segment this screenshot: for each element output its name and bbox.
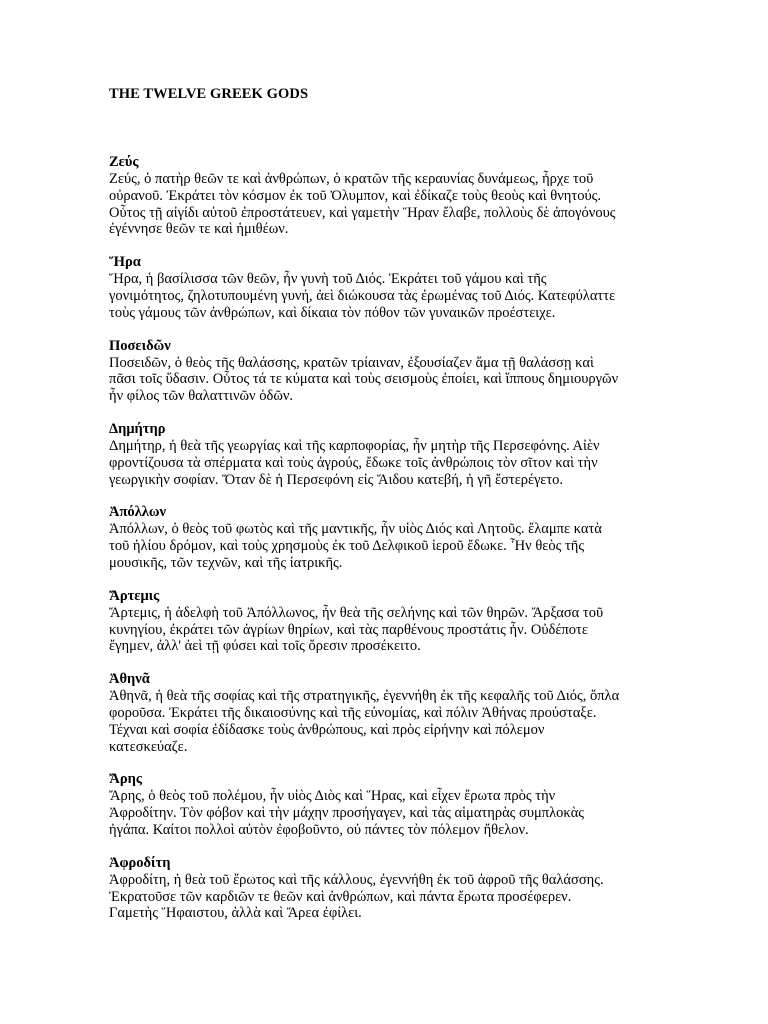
god-description: Ἥρα, ἡ βασίλισσα τῶν θεῶν, ἦν γυνὴ τοῦ Διός. Ἐκράτει τοῦ γάμου καὶ τῆς γονιμότητος, ζηλοτυπουμένη γυνή, ἀεὶ διώκουσα τὰς ἐρωμένας τοῦ Διός. Κατεφύλαττε τοὺς γάμους τῶν ἀνθρώπων, καὶ δίκαια τὸν πόθον τῶν γυναικῶν προέστειχε.: [109, 271, 616, 321]
god-description: Ζεύς, ὁ πατὴρ θεῶν τε καὶ ἀνθρώπων, ὁ κρατῶν τῆς κεραυνίας δυνάμεως, ἦρχε τοῦ οὐρανοῦ. Ἐκράτει τὸν κόσμον ἐκ τοῦ Ὀλυμπον, καὶ ἐδίκαζε τοὺς θεοὺς καὶ θνητούς. Οὗτος τῇ αἰγίδι αὐτοῦ ἐπροστάτευεν, καὶ γαμετὴν Ἥραν ἔλαβε, πολλοὺς δὲ ἀπογόνους ἐγέννησε θεῶν τε καὶ ἡμιθέων.: [109, 171, 616, 238]
god-description: Δημήτηρ, ἡ θεὰ τῆς γεωργίας καὶ τῆς καρποφορίας, ἦν μητὴρ τῆς Περσεφόνης. Αἰὲν φροντίζουσα τὰ σπέρματα καὶ τοὺς ἀγρούς, ἔδωκε τοῖς ἀνθρώποις τὸν σῖτον καὶ τὴν γεωργικὴν σοφίαν. Ὅταν δὲ ἡ Περσεφόνη εἰς Ἅιδου κατεβή, ἡ γῆ ἔστερέγετο.: [109, 437, 600, 488]
god-section-demeter: [109, 421, 669, 488]
god-section-ares: [109, 771, 669, 838]
god-heading: Ἄρης: [109, 771, 142, 788]
god-description: Ποσειδῶν, ὁ θεὸς τῆς θαλάσσης, κρατῶν τρίαιναν, ἐξουσίαζεν ἅμα τῇ θαλάσσῃ καὶ πᾶσι τοῖς ὕδασιν. Οὗτος τά τε κύματα καὶ τοὺς σεισμοὺς ἐποίει, καὶ ἵππους δημιουργῶν ἦν φίλος τῶν θαλαττινῶν ὁδῶν.: [109, 354, 619, 405]
god-heading: Ἀπόλλων: [109, 504, 166, 521]
god-description: Ἀθηνᾶ, ἡ θεὰ τῆς σοφίας καὶ τῆς στρατηγικῆς, ἐγεννήθη ἐκ τῆς κεφαλῆς τοῦ Διός, ὅπλα φοροῦσα. Ἐκράτει τῆς δικαιοσύνης καὶ τῆς εὐνομίας, καὶ πόλιν Ἀθήνας προύσταξε. Τέχναι καὶ σοφία ἐδίδασκε τοὺς ἀνθρώπους, καὶ πρὸς εἰρήνην καὶ πόλεμον κατεσκεύαζε.: [109, 688, 620, 755]
god-section-poseidon: [109, 338, 669, 405]
god-section-aphrodite: [109, 855, 669, 922]
god-heading: Ἀθηνᾶ: [109, 671, 150, 688]
god-heading: Δημήτηρ: [109, 420, 166, 437]
god-section-hera: [109, 254, 669, 321]
god-heading: Ποσειδῶν: [109, 337, 171, 354]
god-description: Ἀπόλλων, ὁ θεὸς τοῦ φωτὸς καὶ τῆς μαντικῆς, ἦν υἱὸς Διός καὶ Λητοῦς. ἔλαμπε κατὰ τοῦ ἡλίου δρόμον, καὶ τοὺς χρησμοὺς ἐκ τοῦ Δελφικοῦ ἱεροῦ ἔδωκε. Ἦν θεὸς τῆς μουσικῆς, τῶν τεχνῶν, καὶ τῆς ἰατρικῆς.: [109, 521, 602, 571]
document-page: [109, 86, 669, 938]
gods-list: [109, 154, 669, 922]
god-description: Ἀφροδίτη, ἡ θεὰ τοῦ ἔρωτος καὶ τῆς κάλλους, ἐγεννήθη ἐκ τοῦ ἀφροῦ τῆς θαλάσσης. Ἐκρατοῦσε τῶν καρδιῶν τε θεῶν καὶ ἀνθρώπων, καὶ πάντα ἔρωτα προσέφερεν. Γαμετὴς Ἥφαιστου, ἀλλὰ καὶ Ἄρεα ἐφίλει.: [109, 871, 604, 922]
god-heading: Ἄρτεμις: [109, 587, 160, 604]
god-section-artemis: [109, 588, 669, 655]
god-section-apollo: [109, 504, 669, 571]
god-heading: Ζεύς: [109, 154, 139, 170]
god-heading: Ἥρα: [109, 254, 141, 271]
god-description: Ἄρης, ὁ θεὸς τοῦ πολέμου, ἦν υἱὸς Διὸς καὶ Ἥρας, καὶ εἶχεν ἔρωτα πρὸς τὴν Ἀφροδίτην. Τὸν φόβον καὶ τὴν μάχην προσήγαγεν, καὶ τὰς αἱματηρὰς συμπλοκὰς ἠγάπα. Καίτοι πολλοὶ αὐτὸν ἐφοβοῦντο, οὐ πάντες τὸν πόλεμον ἤθελον.: [109, 788, 585, 838]
god-section-athena: [109, 671, 669, 755]
god-description: Ἄρτεμις, ἡ ἀδελφὴ τοῦ Ἀπόλλωνος, ἦν θεὰ τῆς σελήνης καὶ τῶν θηρῶν. Ἄρξασα τοῦ κυνηγίου, ἐκράτει τῶν ἀγρίων θηρίων, καὶ τὰς παρθένους προστάτις ἦν. Οὐδέποτε ἔγημεν, ἀλλ' ἀεὶ τῇ φύσει καὶ τοῖς ὄρεσιν προσέκειτο.: [109, 604, 604, 655]
god-section-zeus: [109, 154, 669, 238]
document-title: THE TWELVE GREEK GODS: [109, 86, 309, 102]
god-heading: Ἀφροδίτη: [109, 854, 171, 871]
